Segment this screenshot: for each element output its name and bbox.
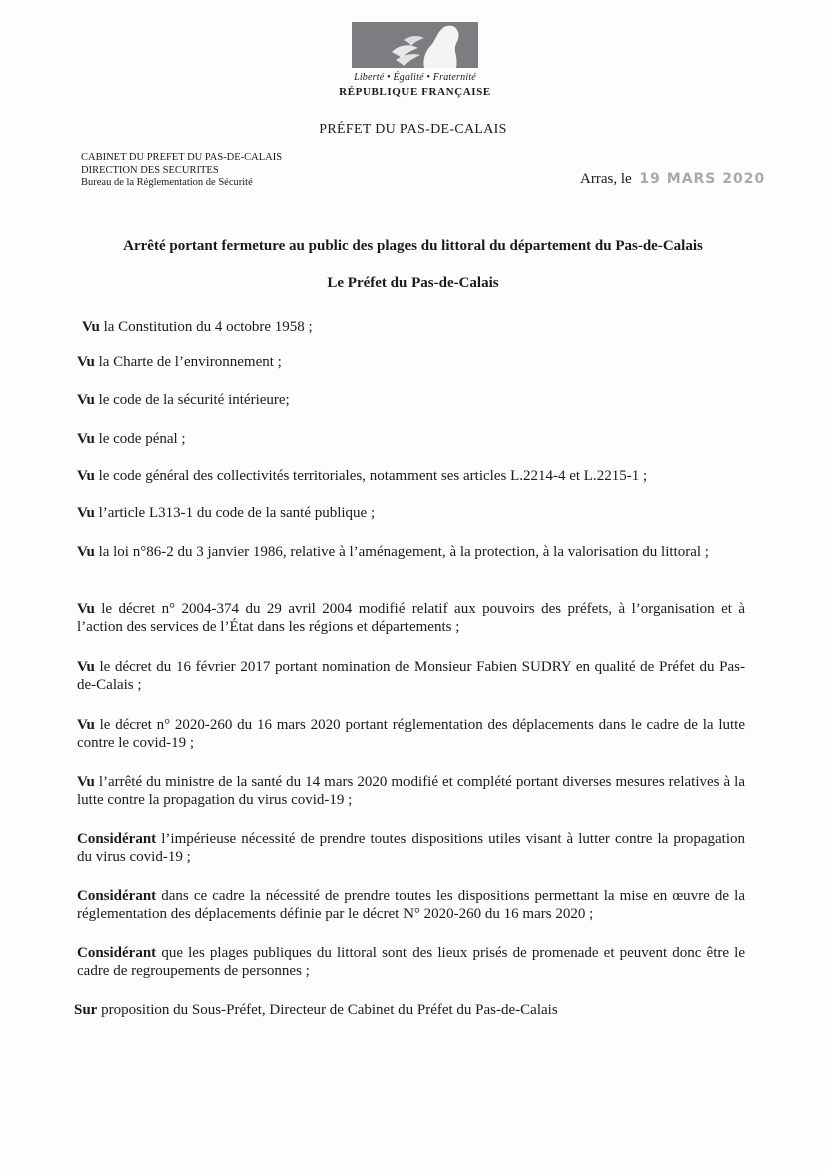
prefet-heading: PRÉFET DU PAS-DE-CALAIS <box>319 122 507 137</box>
arrete-title: Arrêté portant fermeture au public des plages du littoral du département du Pas-de-Calais <box>123 238 703 254</box>
paragraph <box>77 830 745 866</box>
paragraph-text: le décret du 16 février 2017 portant nomination de Monsieur Fabien SUDRY en qualité de Préfet du Pas-de-Calais ; <box>77 659 745 693</box>
paragraph-text: l’impérieuse nécessité de prendre toutes dispositions utiles visant à lutter contre la propagation du virus covid-19 ; <box>77 831 745 865</box>
paragraph-lead: Vu <box>77 468 95 484</box>
paragraph-text: le code de la sécurité intérieure; <box>94 392 290 408</box>
paragraph <box>77 430 745 448</box>
paragraph <box>74 1001 742 1019</box>
paragraph-text: le code pénal ; <box>94 431 186 447</box>
paragraph <box>77 543 745 561</box>
date-stamp: 19 MARS 2020 <box>639 171 766 187</box>
paragraph-text: le décret n° 2020-260 du 16 mars 2020 portant réglementation des déplacements dans le cadre de la lutte contre le covid-19 ; <box>77 717 745 751</box>
marianne-logo <box>330 22 500 98</box>
date-line <box>580 171 765 188</box>
paragraph-text: proposition du Sous-Préfet, Directeur de Cabinet du Préfet du Pas-de-Calais <box>97 1002 558 1018</box>
paragraph <box>77 887 745 923</box>
marianne-icon <box>352 22 478 68</box>
arrete-subtitle: Le Préfet du Pas-de-Calais <box>327 275 499 291</box>
paragraph-lead: Vu <box>77 601 95 617</box>
cabinet-line: CABINET DU PREFET DU PAS-DE-CALAIS <box>81 152 283 163</box>
paragraph-lead: Vu <box>77 717 95 733</box>
paragraph-text: l’arrêté du ministre de la santé du 14 mars 2020 modifié et complété portant diverses mesures relatives à la lutte contre la propagation du virus covid-19 ; <box>77 774 745 808</box>
paragraph <box>77 944 745 980</box>
paragraph-lead: Vu <box>77 659 95 675</box>
paragraph-text: dans ce cadre la nécessité de prendre toutes les dispositions permettant la mise en œuvre de la réglementation des déplacements définie par le décret N° 2020-260 du 16 mars 2020 ; <box>77 888 745 922</box>
paragraph <box>77 600 745 636</box>
motto: Liberté • Égalité • Fraternité <box>354 72 476 83</box>
date-prefix: Arras, le <box>580 171 632 187</box>
paragraph-lead: Vu <box>82 319 100 335</box>
paragraph-lead: Vu <box>77 774 95 790</box>
paragraph-lead: Sur <box>74 1002 98 1018</box>
paragraph-text: la Constitution du 4 octobre 1958 ; <box>99 319 313 335</box>
paragraph-lead: Vu <box>77 354 95 370</box>
direction-line: DIRECTION DES SECURITES <box>81 164 219 176</box>
paragraph-lead: Vu <box>77 431 95 447</box>
paragraph-lead: Considérant <box>77 945 157 961</box>
paragraph-text: l’article L313-1 du code de la santé publique ; <box>94 505 376 521</box>
paragraph-lead: Vu <box>77 392 95 408</box>
paragraph <box>77 658 745 694</box>
paragraph <box>77 391 745 409</box>
paragraph <box>77 773 745 809</box>
bureau-line: Bureau de la Réglementation de Sécurité <box>81 177 253 188</box>
paragraph <box>77 504 745 522</box>
paragraph <box>82 318 750 336</box>
paragraph <box>77 716 745 752</box>
paragraph <box>77 353 745 371</box>
paragraph-text: que les plages publiques du littoral sont des lieux prisés de promenade et peuvent donc être le cadre de regroupements de personnes ; <box>77 945 745 979</box>
paragraph-text: le décret n° 2004-374 du 29 avril 2004 modifié relatif aux pouvoirs des préfets, à l’organisation et à l’action des services de l’État dans les régions et départements ; <box>77 601 745 635</box>
paragraph-lead: Vu <box>77 544 95 560</box>
paragraph-text: la Charte de l’environnement ; <box>94 354 282 370</box>
paragraph <box>77 467 745 485</box>
paragraph-lead: Vu <box>77 505 95 521</box>
republique-francaise: RÉPUBLIQUE FRANÇAISE <box>339 86 491 98</box>
paragraph-lead: Considérant <box>77 888 157 904</box>
issuing-office <box>81 152 282 190</box>
paragraph-text: la loi n°86-2 du 3 janvier 1986, relative à l’aménagement, à la protection, à la valorisation du littoral ; <box>94 544 709 560</box>
paragraph-lead: Considérant <box>77 831 157 847</box>
paragraph-text: le code général des collectivités territoriales, notamment ses articles L.2214-4 et L.2215-1 ; <box>94 468 648 484</box>
